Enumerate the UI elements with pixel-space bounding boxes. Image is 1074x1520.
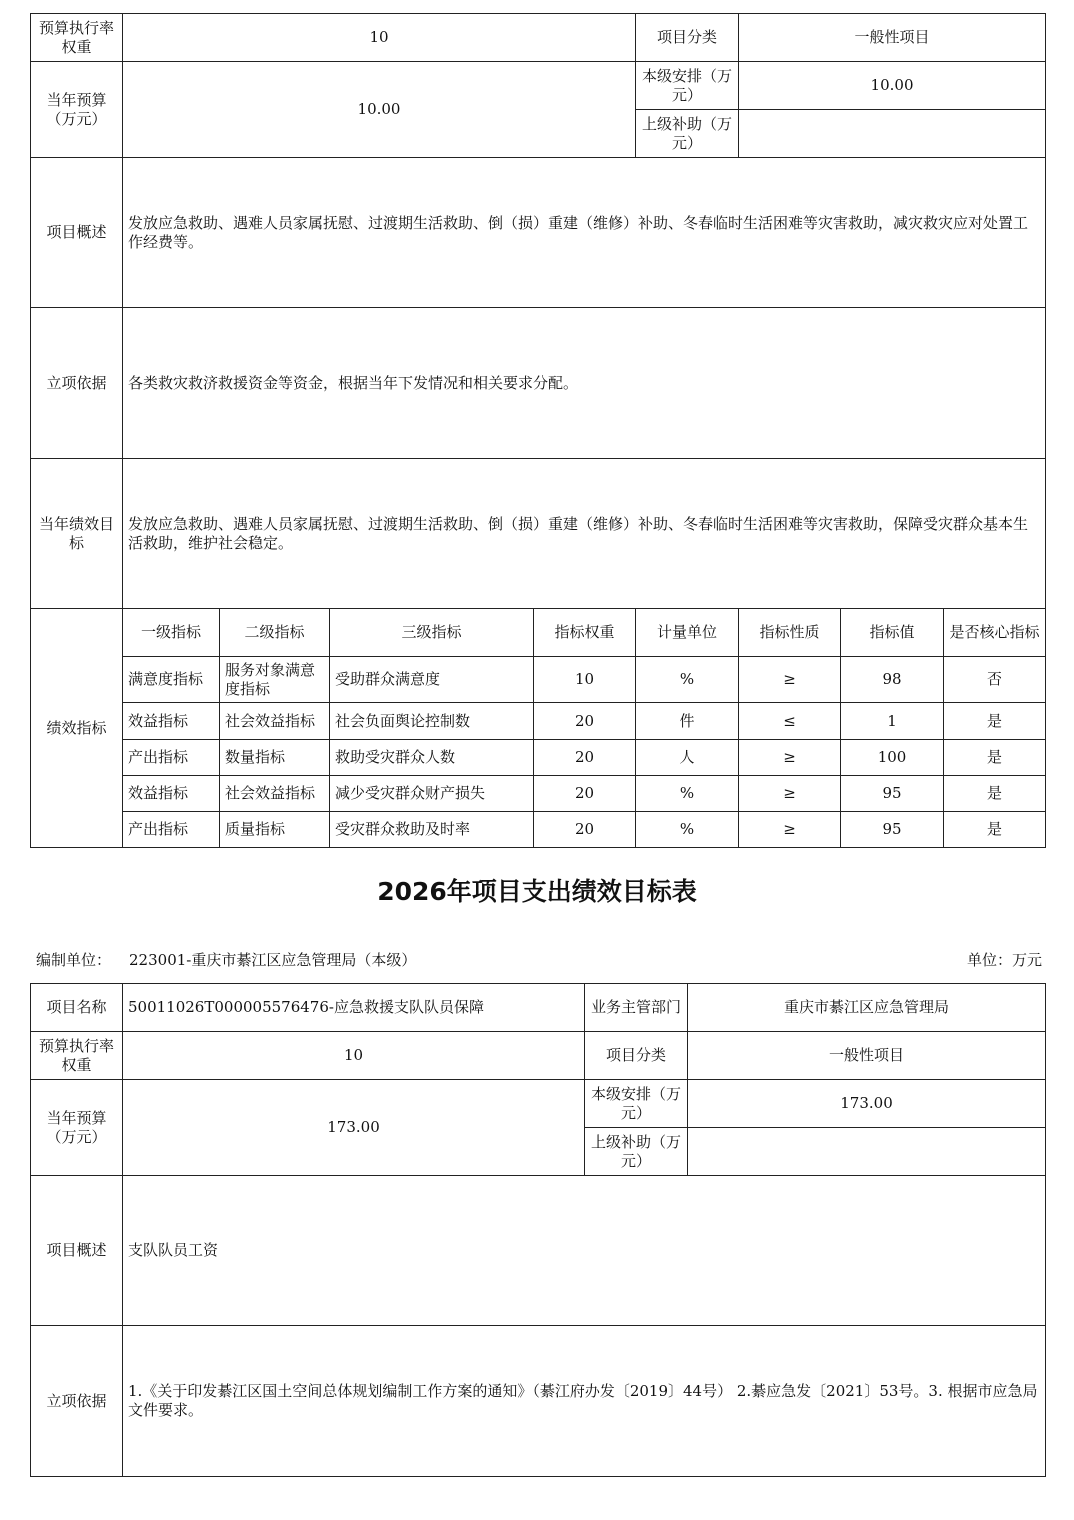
dept-value: 重庆市綦江区应急管理局 [688, 984, 1046, 1032]
superior-subsidy-label: 上级补助（万元） [636, 110, 739, 158]
table-row [31, 812, 1046, 848]
is-core-indicator: 是 [944, 812, 1046, 848]
overview-label: 项目概述 [31, 1176, 123, 1326]
project-name-label: 项目名称 [31, 984, 123, 1032]
is-core-indicator: 是 [944, 776, 1046, 812]
indicator-value: 95 [841, 812, 944, 848]
basis-text: 1.《关于印发綦江区国土空间总体规划编制工作方案的通知》（綦江府办发〔2019〕44号） 2.綦应急发〔2021〕53号。3. 根据市应急局文件要求。 [123, 1326, 1046, 1477]
perf-header: 指标性质 [739, 609, 841, 657]
perf-header: 指标值 [841, 609, 944, 657]
measure-unit: % [636, 776, 739, 812]
local-budget-value: 10.00 [739, 62, 1046, 110]
weight-label: 预算执行率权重 [31, 1032, 123, 1080]
org-label: 编制单位： [36, 951, 112, 969]
measure-unit: 人 [636, 740, 739, 776]
project-name-value: 50011026T000005576476-应急救援支队队员保障 [123, 984, 585, 1032]
table-row [31, 740, 1046, 776]
level1-indicator: 产出指标 [123, 812, 220, 848]
performance-table-1 [30, 13, 1046, 848]
table-row [31, 657, 1046, 703]
measure-unit: % [636, 657, 739, 703]
dept-label: 业务主管部门 [585, 984, 688, 1032]
indicator-value: 100 [841, 740, 944, 776]
indicator-nature: ≥ [739, 740, 841, 776]
perf-indicators-label: 绩效指标 [31, 609, 123, 848]
perf-header: 是否核心指标 [944, 609, 1046, 657]
goal-text: 发放应急救助、遇难人员家属抚慰、过渡期生活救助、倒（损）重建（维修）补助、冬春临时生活困难等灾害救助，保障受灾群众基本生活救助，维护社会稳定。 [123, 459, 1046, 609]
overview-text: 发放应急救助、遇难人员家属抚慰、过渡期生活救助、倒（损）重建（维修）补助、冬春临时生活困难等灾害救助，减灾救灾应对处置工作经费等。 [123, 158, 1046, 308]
local-budget-label: 本级安排（万元） [636, 62, 739, 110]
level2-indicator: 数量指标 [220, 740, 330, 776]
perf-header: 三级指标 [330, 609, 534, 657]
overview-text: 支队队员工资 [123, 1176, 1046, 1326]
basis-label: 立项依据 [31, 308, 123, 459]
page-title: 2026年项目支出绩效目标表 [377, 877, 697, 906]
superior-subsidy-value [739, 110, 1046, 158]
prepared-by [36, 948, 416, 972]
indicator-weight: 20 [534, 740, 636, 776]
unit-label: 单位：万元 [966, 951, 1042, 969]
superior-subsidy-label: 上级补助（万元） [585, 1128, 688, 1176]
budget-value: 173.00 [123, 1080, 585, 1176]
goal-label: 当年绩效目标 [31, 459, 123, 609]
level2-indicator: 社会效益指标 [220, 703, 330, 740]
category-label: 项目分类 [585, 1032, 688, 1080]
measure-unit: % [636, 812, 739, 848]
budget-label: 当年预算（万元） [31, 1080, 123, 1176]
budget-label: 当年预算（万元） [31, 62, 123, 158]
perf-header: 一级指标 [123, 609, 220, 657]
perf-header: 计量单位 [636, 609, 739, 657]
level1-indicator: 产出指标 [123, 740, 220, 776]
level2-indicator: 服务对象满意度指标 [220, 657, 330, 703]
weight-value: 10 [123, 14, 636, 62]
level3-indicator: 救助受灾群众人数 [330, 740, 534, 776]
level1-indicator: 效益指标 [123, 776, 220, 812]
unit-line [36, 948, 1042, 972]
level3-indicator: 减少受灾群众财产损失 [330, 776, 534, 812]
org-value: 223001-重庆市綦江区应急管理局（本级） [129, 951, 417, 969]
is-core-indicator: 否 [944, 657, 1046, 703]
indicator-value: 95 [841, 776, 944, 812]
superior-subsidy-value [688, 1128, 1046, 1176]
basis-text: 各类救灾救济救援资金等资金，根据当年下发情况和相关要求分配。 [123, 308, 1046, 459]
basis-label: 立项依据 [31, 1326, 123, 1477]
level3-indicator: 受助群众满意度 [330, 657, 534, 703]
perf-header: 指标权重 [534, 609, 636, 657]
level1-indicator: 效益指标 [123, 703, 220, 740]
measure-unit: 件 [636, 703, 739, 740]
indicator-weight: 10 [534, 657, 636, 703]
weight-value: 10 [123, 1032, 585, 1080]
level2-indicator: 质量指标 [220, 812, 330, 848]
budget-value: 10.00 [123, 62, 636, 158]
category-value: 一般性项目 [739, 14, 1046, 62]
local-budget-value: 173.00 [688, 1080, 1046, 1128]
performance-table-2 [30, 983, 1046, 1477]
is-core-indicator: 是 [944, 703, 1046, 740]
indicator-nature: ≥ [739, 812, 841, 848]
indicator-weight: 20 [534, 703, 636, 740]
weight-label: 预算执行率权重 [31, 14, 123, 62]
indicator-weight: 20 [534, 776, 636, 812]
level1-indicator: 满意度指标 [123, 657, 220, 703]
table-row [31, 703, 1046, 740]
category-label: 项目分类 [636, 14, 739, 62]
is-core-indicator: 是 [944, 740, 1046, 776]
level3-indicator: 受灾群众救助及时率 [330, 812, 534, 848]
table-row [31, 776, 1046, 812]
level2-indicator: 社会效益指标 [220, 776, 330, 812]
overview-label: 项目概述 [31, 158, 123, 308]
indicator-value: 98 [841, 657, 944, 703]
indicator-nature: ≤ [739, 703, 841, 740]
indicator-value: 1 [841, 703, 944, 740]
category-value: 一般性项目 [688, 1032, 1046, 1080]
indicator-nature: ≥ [739, 657, 841, 703]
indicator-nature: ≥ [739, 776, 841, 812]
indicator-weight: 20 [534, 812, 636, 848]
perf-header: 二级指标 [220, 609, 330, 657]
local-budget-label: 本级安排（万元） [585, 1080, 688, 1128]
level3-indicator: 社会负面舆论控制数 [330, 703, 534, 740]
